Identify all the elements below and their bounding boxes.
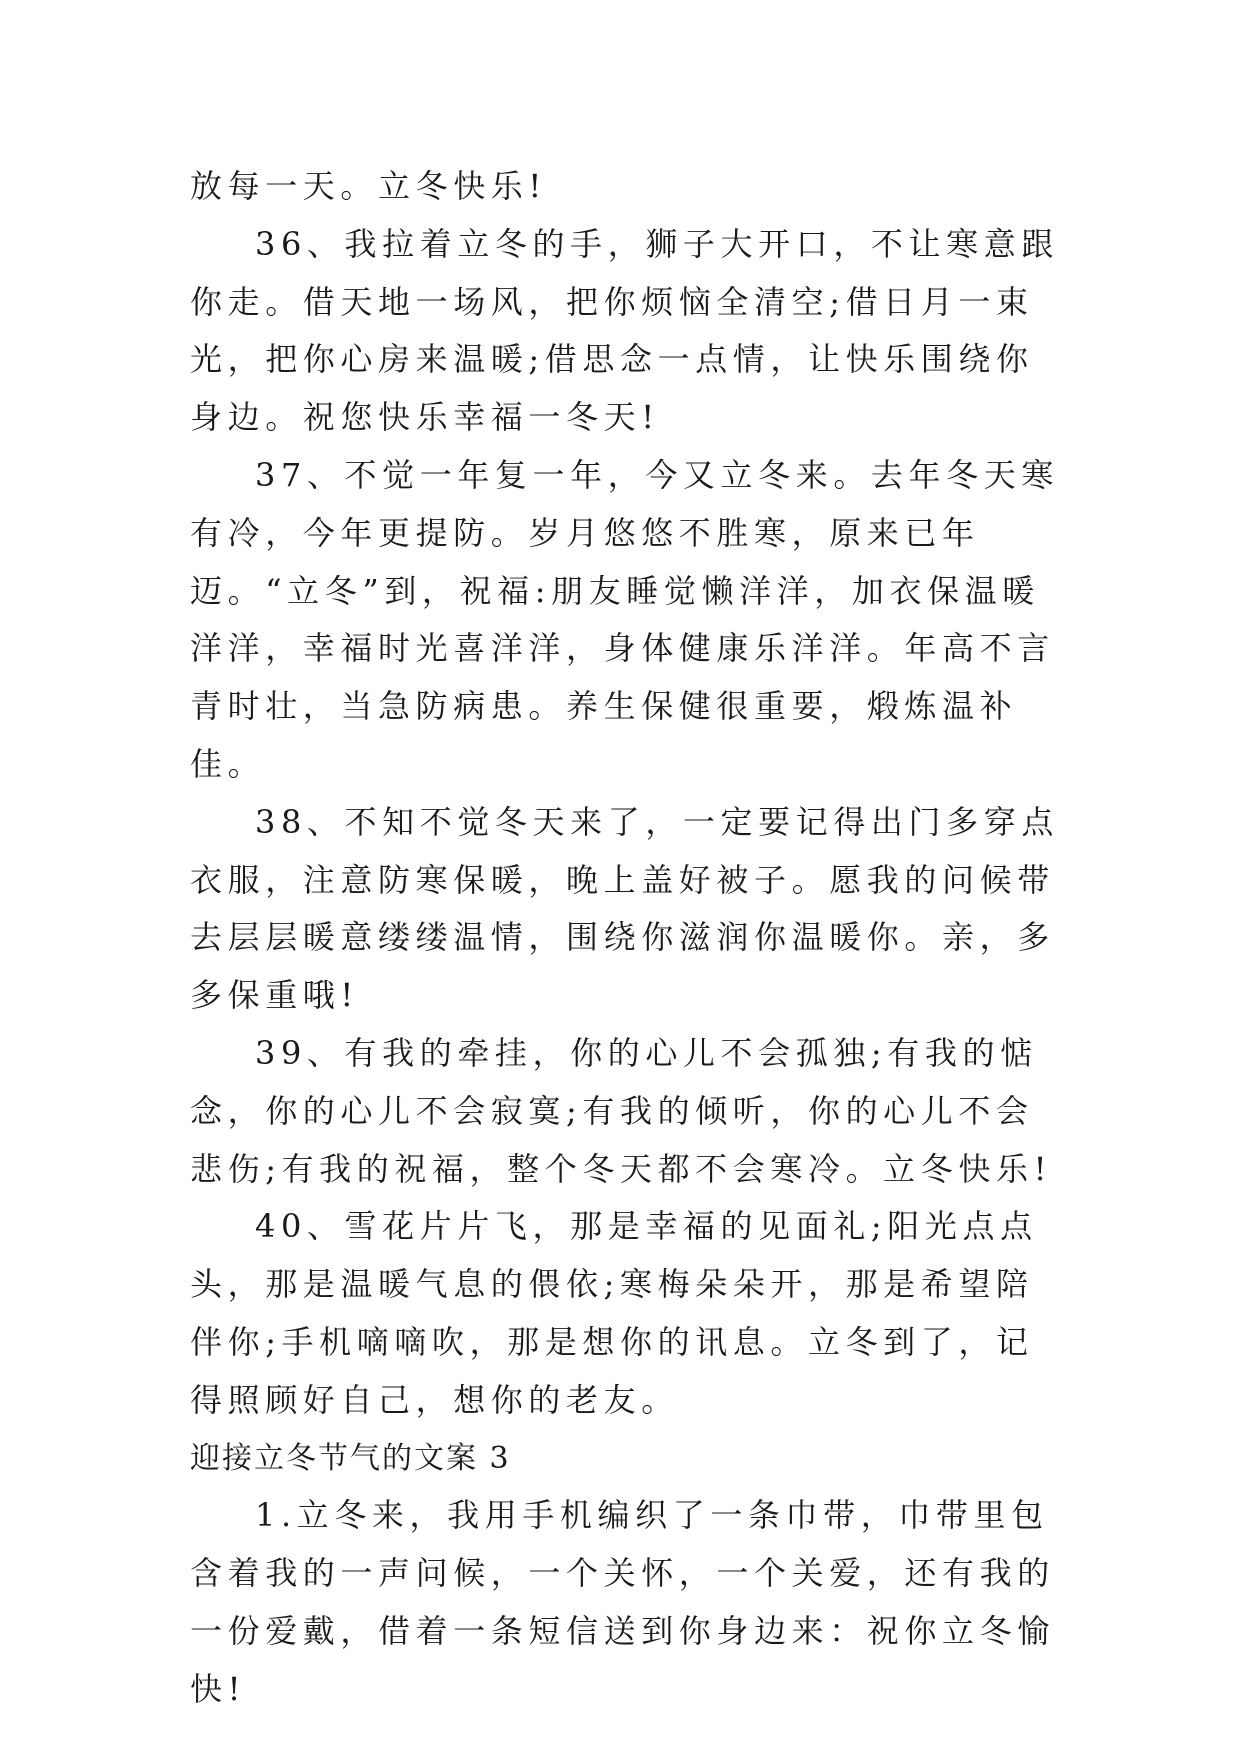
paragraph-item-38: 38、不知不觉冬天来了，一定要记得出门多穿点衣服，注意防寒保暖，晚上盖好被子。愿我的问候带去层层暖意缕缕温情，围绕你滋润你温暖你。亲，多多保重哦! bbox=[190, 802, 1059, 1015]
paragraph-item-39: 39、有我的牵挂，你的心儿不会孤独;有我的惦念，你的心儿不会寂寞;有我的倾听，你的心儿不会悲伤;有我的祝福，整个冬天都不会寒冷。立冬快乐! bbox=[190, 1033, 1053, 1188]
paragraph-item-36: 36、我拉着立冬的手，狮子大开口，不让寒意跟你走。借天地一场风，把你烦恼全清空;借日月一束光，把你心房来温暖;借思念一点情，让快乐围绕你身边。祝您快乐幸福一冬天! bbox=[190, 224, 1059, 437]
document-body bbox=[190, 158, 1070, 1719]
paragraph-item-40: 40、雪花片片飞，那是幸福的见面礼;阳光点点头，那是温暖气息的偎依;寒梅朵朵开，那是希望陪伴你;手机嘀嘀吹，那是想你的讯息。立冬到了，记得照顾好自己，想你的老友。 bbox=[190, 1207, 1038, 1419]
section-heading: 迎接立冬节气的文案 3 bbox=[190, 1440, 511, 1476]
paragraph-item-37: 37、不觉一年复一年，今又立冬来。去年冬天寒有冷，今年更提防。岁月悠悠不胜寒，原来已年迈。“立冬”到，祝福:朋友睡觉懒洋洋，加衣保温暖洋洋，幸福时光喜洋洋，身体健康乐洋洋。年高不言青时壮，当急防病患。养生保健很重要，煅炼温补佳。 bbox=[190, 455, 1059, 783]
paragraph-continuation: 放每一天。立冬快乐! bbox=[190, 167, 547, 205]
paragraph-section-item-1: 1.立冬来，我用手机编织了一条巾带，巾带里包含着我的一声问候，一个关怀，一个关爱，还有我的一份爱戴，借着一条短信送到你身边来：祝你立冬愉快! bbox=[190, 1496, 1055, 1708]
